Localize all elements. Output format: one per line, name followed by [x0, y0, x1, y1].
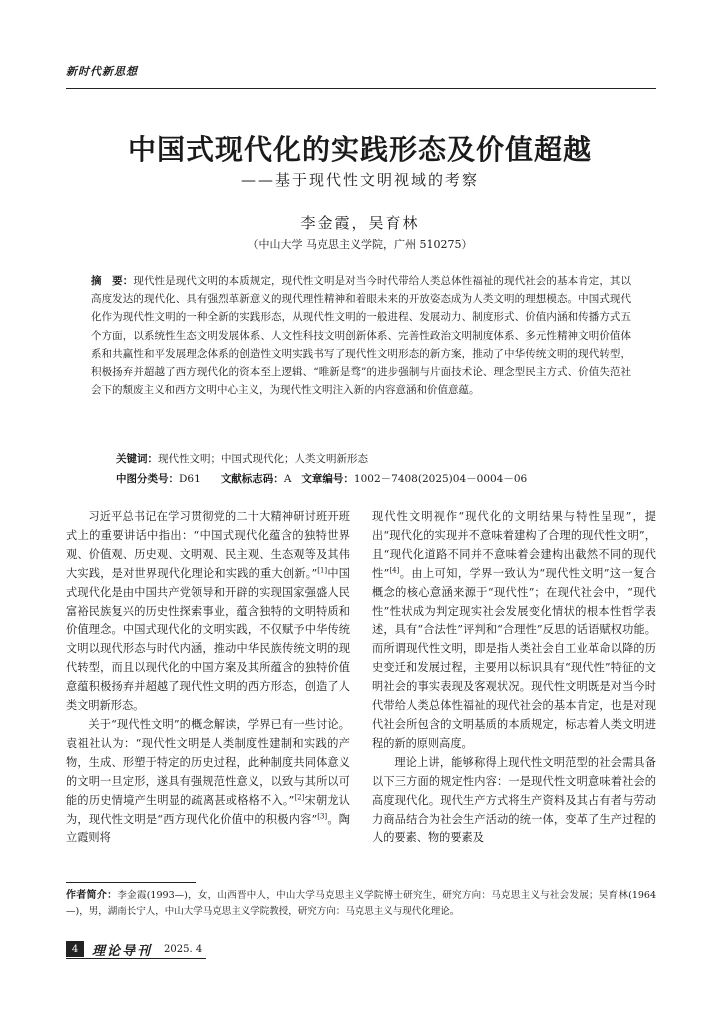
clc-label: 中图分类号： — [116, 473, 179, 485]
page-number: 4 — [66, 941, 84, 957]
paragraph: 关于“现代性文明”的概念解读，学界已有一些讨论。袁祖社认为：“现代性文明是人类制度性建制和实践的产物，生成、形塑于特定的历史过程，此种制度共同体意义的文明一旦定形，遂具有强规范性意义，以致与其所以可能的历史情境产生明显的疏离甚或格格不入。”[2]宋朝龙认为，现代性文明是“西方现代化价值中的积极内容”[3]。陶立霞则将 — [66, 717, 350, 845]
abstract — [91, 272, 631, 399]
footnote-text: 李金霞(1993—)，女，山西晋中人，中山大学马克思主义学院博士研究生，研究方向：马克思主义与社会发展；吴育林(1964—)，男，湖南长宁人，中山大学马克思主义学院教授，研究方向：马克思主义与现代化理论。 — [66, 890, 656, 917]
keywords-text: 现代性文明；中国式现代化；人类文明新形态 — [158, 453, 368, 465]
journal-name: 理论导刊 — [92, 943, 153, 959]
paragraph: 理论上讲，能够称得上现代性文明范型的社会需具备以下三方面的规定性内容：一是现代性文明意味着社会的高度现代化。现代生产方式将生产资料及其占有者与劳动力商品结合为社会生产活动的统一体，变革了生产过程的人的要素、物的要素及 — [372, 755, 656, 845]
footer-rule — [66, 958, 206, 959]
abstract-text: 现代性是现代文明的本质规定，现代性文明是对当今时代带给人类总体性福祉的现代社会的基本肯定，其以高度发达的现代化、具有强烈革新意义的现代理性精神和着眼未来的开放姿态成为人类文明的理想模态。中国式现代化作为现代性文明的一种全新的实践形态，从现代性文明的一般进程、发展动力、制度形式、价值内涵和传播方式五个方面，以系统性生态文明发展体系、人文性科技文明创新体系、完善性政治文明制度体系、多元性精神文明价值体系和共赢性和平发展理念体系的创造性文明实践书写了现代性文明形态的新方案，推动了中华传统文明的现代转型，积极扬弃并超越了西方现代化的资本至上逻辑、“唯新是骛”的进步强制与片面技术论、理念型民主方式、价值失范社会下的颓废主义和西方文明中心主义，为现代性文明注入新的内容意涵和价值意蕴。 — [91, 275, 632, 397]
running-header: 新时代新思想 — [66, 65, 138, 78]
citation: [4] — [389, 565, 400, 574]
citation: [3] — [317, 811, 328, 820]
page-footer — [66, 941, 202, 957]
body-column-left — [66, 508, 350, 848]
paragraph: 现代性文明视作“现代化的文明结果与特性呈现”，提出“现代化的实现并不意味着建构了合理的现代性文明”，且“现代化道路不同并不意味着会建构出截然不同的现代性”[4]。由上可知，学界一致认为“现代性文明”这一复合概念的核心意涵来源于“现代性”；在现代社会中，“现代性”性状成为判定现实社会发展变化情状的根本性哲学表述，具有“合法性”评判和“合理性”反思的话语赋权功能。而所谓现代性文明，即是指人类社会自工业革命以降的历史变迁和发展过程，主要用以标识具有“现代性”特征的文明社会的事实表现及客观状况。现代性文明既是对当今时代带给人类总体性福祉的现代社会的基本肯定，也是对现代社会所包含的文明基质的本质规定，标志着人类文明进程的新的原则高度。 — [372, 510, 656, 750]
keywords-label: 关键词： — [116, 453, 158, 465]
paragraph: 习近平总书记在学习贯彻党的二十大精神研讨班开班式上的重要讲话中指出：“中国式现代化蕴含的独特世界观、价值观、历史观、文明观、民主观、生态观等及其伟大实践，是对世界现代化理论和实践的重大创新。”[1]中国式现代化是由中国共产党领导和开辟的实现国家强盛人民富裕民族复兴的历史性探索事业，蕴含独特的文明特质和价值理念。中国式现代化的文明实践，不仅赋予中华传统文明以现代形态与时代内涵，推动中华民族传统文明的现代转型，而且以现代化的中国方案及其所蕴含的独特价值意蕴积极扬弃并超越了现代性文明的西方形态，创造了人类文明新形态。 — [66, 510, 350, 713]
doc-code-value: A — [283, 473, 292, 485]
author-footnote — [66, 888, 656, 920]
authors: 李金霞，吴育林 — [300, 214, 420, 232]
article-title: 中国式现代化的实践形态及价值超越 — [127, 133, 592, 166]
body-column-right — [372, 508, 656, 848]
affiliation: （中山大学 马克思主义学院，广州 510275） — [247, 238, 473, 251]
article-number-label: 文章编号： — [301, 473, 354, 485]
clc-value: D61 — [179, 473, 201, 485]
header-rule — [66, 88, 656, 89]
abstract-label: 摘 要： — [91, 275, 134, 287]
classification-line — [116, 470, 527, 488]
doc-code-label: 文献标志码： — [220, 473, 284, 485]
footnote-label: 作者简介： — [66, 890, 118, 901]
keywords — [116, 450, 368, 468]
article-subtitle: ——基于现代性文明视域的考察 — [240, 171, 479, 189]
citation: [2] — [294, 792, 305, 801]
article-number-value: 1002－7408(2025)04－0004－06 — [353, 473, 528, 485]
journal-issue: 2025. 4 — [164, 943, 203, 955]
citation: [1] — [317, 565, 328, 574]
footnote-rule — [66, 882, 196, 883]
